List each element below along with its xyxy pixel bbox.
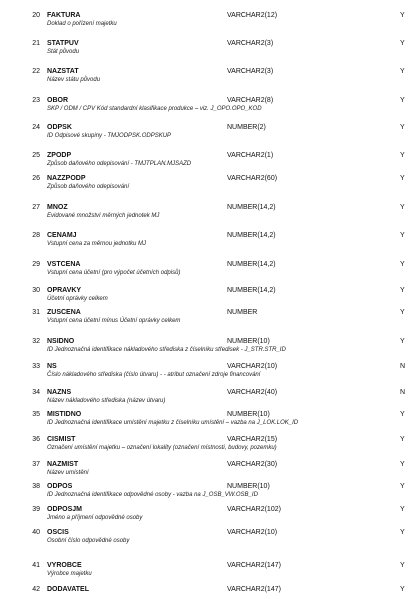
data-type: VARCHAR2(147) [227, 586, 281, 593]
column-description: Způsob daňového odepisování [47, 184, 130, 190]
column-name: ODPOS [47, 483, 73, 490]
column-name: STATPUV [47, 40, 79, 47]
column-description: Název státu původu [47, 77, 101, 83]
data-type: NUMBER(14,2) [227, 287, 276, 294]
column-name: FAKTURA [47, 12, 81, 19]
nullable-flag: Y [400, 461, 405, 468]
row-number: 22 [32, 68, 40, 75]
data-type: NUMBER(14,2) [227, 232, 276, 239]
nullable-flag: Y [400, 12, 405, 19]
row-number: 39 [32, 506, 40, 513]
nullable-flag: Y [400, 529, 405, 536]
nullable-flag: N [400, 363, 406, 370]
nullable-flag: Y [400, 411, 405, 418]
column-description: Číslo nákladového střediska (číslo útvaru) - - atribut označení zdroje financování [47, 372, 261, 378]
column-name: OPRAVKY [47, 287, 82, 294]
nullable-flag: Y [400, 152, 405, 159]
column-name: ZUSCENA [47, 309, 81, 316]
nullable-flag: Y [400, 204, 405, 211]
column-name: NS [47, 363, 57, 370]
column-description: Vstupní cena za měrnou jednotku MJ [47, 241, 147, 247]
row-number: 40 [32, 529, 40, 536]
column-name: ODPSK [47, 124, 72, 131]
row-number: 33 [32, 363, 40, 370]
column-name: MNOZ [47, 204, 68, 211]
row-number: 24 [32, 124, 40, 131]
column-name: OBOR [47, 97, 68, 104]
column-description: Evidované množství měrných jednotek MJ [47, 213, 160, 219]
row-number: 29 [32, 261, 40, 268]
nullable-flag: Y [400, 506, 405, 513]
row-number: 41 [32, 562, 40, 569]
nullable-flag: Y [400, 309, 405, 316]
data-type: VARCHAR2(3) [227, 68, 274, 75]
column-description: Název nákladového střediska (název útvaru) [47, 398, 166, 404]
column-description: Označení umístění majetku – označení lokality (označení místnosti, budovy, pozemku) [47, 445, 277, 451]
nullable-flag: Y [400, 261, 405, 268]
nullable-flag: Y [400, 483, 405, 490]
column-name: NAZNS [47, 389, 72, 396]
row-number: 31 [32, 309, 40, 316]
nullable-flag: Y [400, 40, 405, 47]
data-type: VARCHAR2(147) [227, 562, 281, 569]
row-number: 23 [32, 97, 40, 104]
row-number: 28 [32, 232, 40, 239]
data-type: VARCHAR2(3) [227, 40, 274, 47]
column-name: NAZSTAT [47, 68, 79, 75]
nullable-flag: Y [400, 436, 405, 443]
data-type: VARCHAR2(15) [227, 436, 278, 443]
column-description: Doklad o pořízení majetku [47, 21, 117, 27]
data-type: VARCHAR2(8) [227, 97, 274, 104]
column-description: Vstupní cena účetní mínus Účetní oprávky celkem [47, 318, 181, 324]
data-type: NUMBER(10) [227, 411, 270, 418]
column-description: Jméno a příjmení odpovědné osoby [47, 515, 143, 521]
data-type: VARCHAR2(102) [227, 506, 281, 513]
column-name: DODAVATEL [47, 586, 89, 593]
column-description: Vstupní cena účetní (pro výpočet účetních odpisů) [47, 270, 181, 276]
row-number: 34 [32, 389, 40, 396]
data-type: NUMBER(10) [227, 483, 270, 490]
data-type: VARCHAR2(12) [227, 12, 278, 19]
column-name: ZPODP [47, 152, 72, 159]
row-number: 36 [32, 436, 40, 443]
row-number: 32 [32, 338, 40, 345]
row-number: 30 [32, 287, 40, 294]
nullable-flag: Y [400, 338, 405, 345]
data-type: NUMBER(14,2) [227, 261, 276, 268]
column-name: VYROBCE [47, 562, 82, 569]
row-number: 26 [32, 175, 40, 182]
column-name: NSIDNO [47, 338, 75, 345]
data-type: VARCHAR2(60) [227, 175, 278, 182]
column-description: ID Jednoznačná identifikace umístění majetku z číselníku umístění – vazba na J_LOK.LOK_ID [47, 420, 299, 426]
nullable-flag: Y [400, 287, 405, 294]
data-type: VARCHAR2(10) [227, 529, 278, 536]
nullable-flag: Y [400, 232, 405, 239]
column-description: ID Odpisové skupiny - TMJODPSK.ODPSKUP [47, 133, 172, 139]
column-name: MISTIDNO [47, 411, 82, 418]
data-type: NUMBER [227, 309, 258, 316]
column-name: NAZZPODP [47, 175, 86, 182]
column-description: ID Jednoznačná identifikace nákladového střediska z číselníku středisek - J_STR.STR_ID [47, 347, 286, 353]
data-type: NUMBER(2) [227, 124, 266, 131]
column-description: Stát původu [47, 49, 80, 55]
data-type: VARCHAR2(30) [227, 461, 278, 468]
nullable-flag: Y [400, 586, 405, 593]
nullable-flag: Y [400, 124, 405, 131]
data-type: VARCHAR2(40) [227, 389, 278, 396]
column-description: SKP / ODM / CPV Kód standardní klasifikace produkce – viz. J_OPO.OPO_KOD [47, 106, 262, 112]
column-name: ODPOSJM [47, 506, 83, 513]
column-name: CISMIST [47, 436, 76, 443]
data-type: VARCHAR2(1) [227, 152, 274, 159]
nullable-flag: Y [400, 68, 405, 75]
column-name: VSTCENA [47, 261, 81, 268]
column-description: Název umístění [47, 470, 89, 476]
column-description: Účetní oprávky celkem [47, 296, 108, 302]
nullable-flag: Y [400, 562, 405, 569]
row-number: 42 [32, 586, 40, 593]
row-number: 21 [32, 40, 40, 47]
row-number: 25 [32, 152, 40, 159]
row-number: 38 [32, 483, 40, 490]
row-number: 35 [32, 411, 40, 418]
data-type: NUMBER(14,2) [227, 204, 276, 211]
column-description: Výrobce majetku [47, 571, 92, 577]
column-description: Osobní číslo odpovědné osoby [47, 538, 130, 544]
row-number: 37 [32, 461, 40, 468]
nullable-flag: Y [400, 175, 405, 182]
nullable-flag: Y [400, 97, 405, 104]
nullable-flag: N [400, 389, 406, 396]
column-name: OSCIS [47, 529, 69, 536]
column-name: NAZMIST [47, 461, 79, 468]
row-number: 20 [32, 12, 40, 19]
data-type: NUMBER(10) [227, 338, 270, 345]
column-description: ID Jednoznačná identifikace odpovědné osoby - vazba na J_OSB_VW.OSB_ID [47, 492, 258, 498]
column-description: Způsob daňového odepisování - TMJTPLAN.MJSAZD [47, 161, 192, 167]
data-type: VARCHAR2(10) [227, 363, 278, 370]
row-number: 27 [32, 204, 40, 211]
column-name: CENAMJ [47, 232, 77, 239]
